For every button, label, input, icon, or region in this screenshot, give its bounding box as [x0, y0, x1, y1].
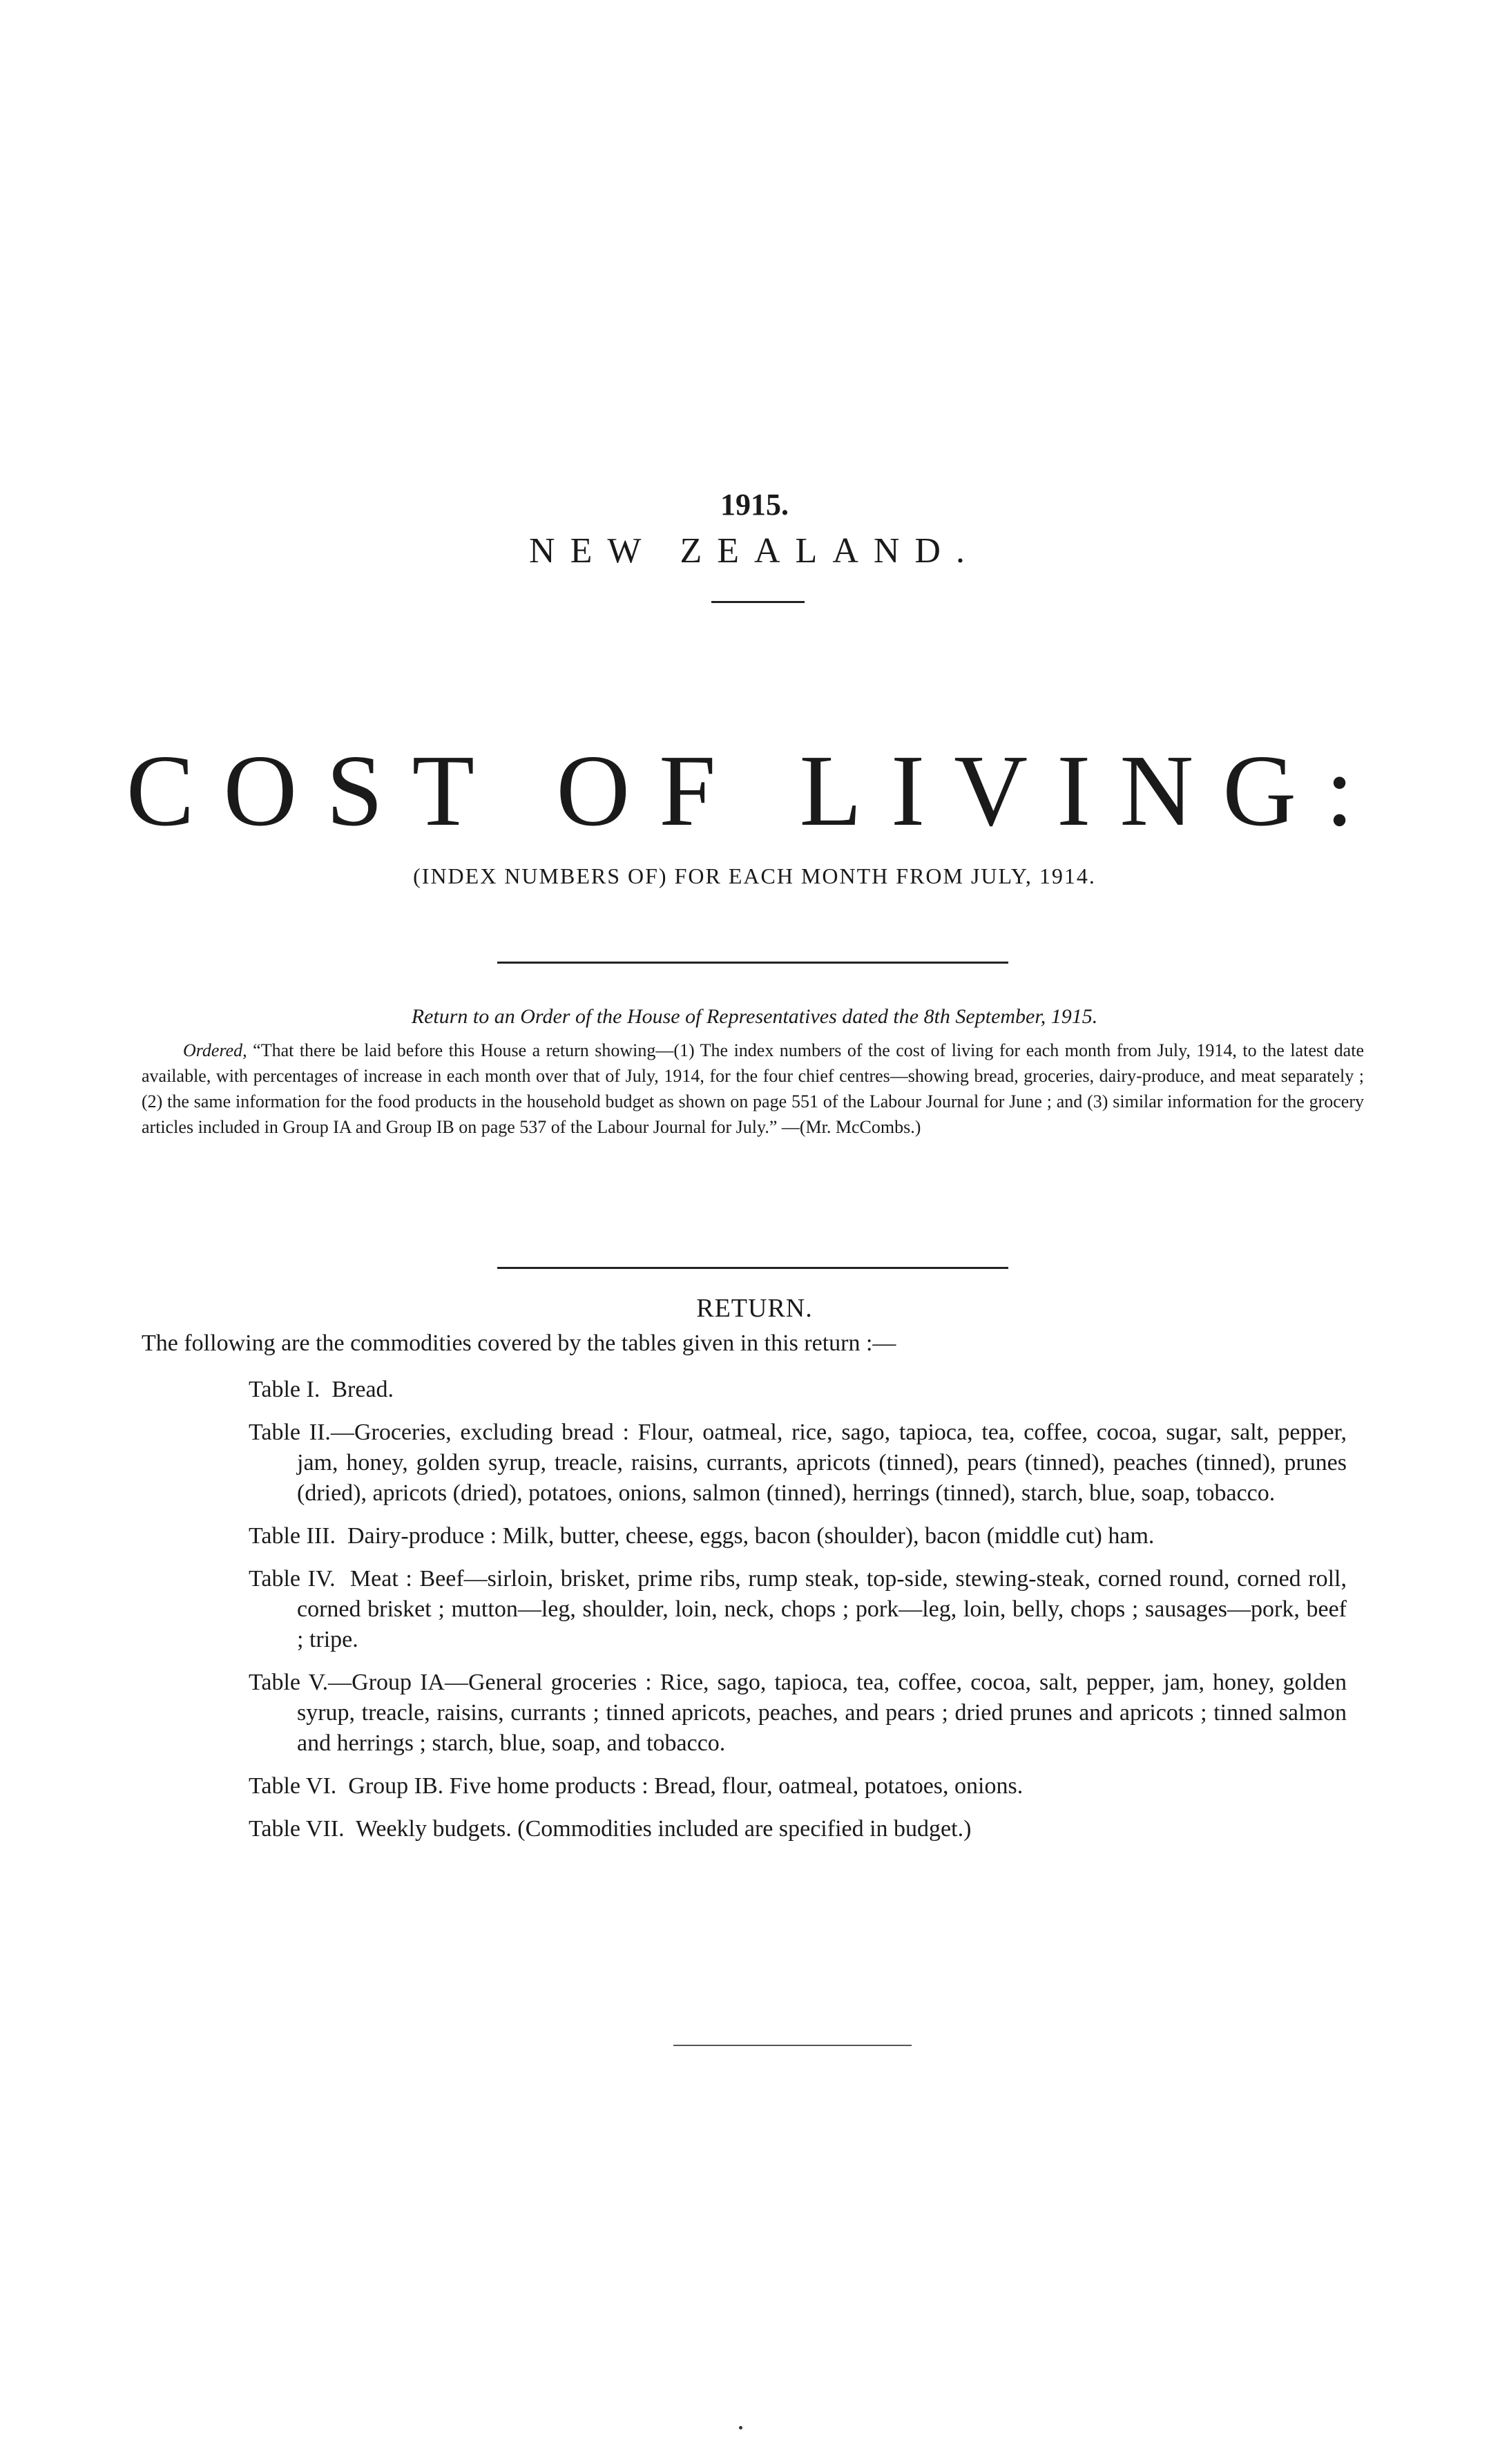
divider-rule	[497, 1267, 1008, 1269]
table-entry	[249, 1417, 1347, 1509]
table-label: Table II.—	[249, 1420, 354, 1445]
return-order-line: Return to an Order of the House of Representatives dated the 8th September, 1915.	[411, 1005, 1098, 1028]
tables-list	[249, 1375, 1347, 1857]
main-title: COST OF LIVING:	[126, 734, 1383, 848]
subtitle: (INDEX NUMBERS OF) FOR EACH MONTH FROM JULY, 1914.	[413, 863, 1096, 888]
table-description: Weekly budgets. (Commodities included are specified in budget.)	[356, 1816, 972, 1842]
divider-rule	[497, 962, 1008, 964]
table-description: Dairy-produce : Milk, butter, cheese, eggs, bacon (shoulder), bacon (middle cut) ham.	[347, 1523, 1155, 1549]
footer-rule	[673, 2045, 912, 2046]
return-intro: The following are the commodities covered by the tables given in this return :—	[142, 1330, 896, 1356]
table-description: Group IB. Five home products : Bread, flour, oatmeal, potatoes, onions.	[348, 1773, 1023, 1799]
table-label: Table III.	[249, 1523, 336, 1549]
table-entry	[249, 1375, 1347, 1405]
return-heading: RETURN.	[696, 1294, 813, 1323]
ordered-label: Ordered,	[183, 1040, 247, 1060]
table-entry	[249, 1521, 1347, 1551]
table-entry	[249, 1771, 1347, 1802]
document-year: 1915.	[720, 488, 789, 522]
footer-dot	[739, 2426, 742, 2429]
country-heading: NEW ZEALAND.	[529, 531, 980, 571]
ordered-text: “That there be laid before this House a return showing—(1) The index numbers of the cost of living for each month from July, 1914, to the latest date available, with percentages of increase in each month over that of July, 1914, for the four chief centres—showing bread, groceries, dairy-produce, and meat separately ; (2) the same information for the food products in the household budget as shown on page 551 of the Labour Journal for June ; and (3) similar information for the grocery articles included in Group IA and Group IB on page 537 of the Labour Journal for July.” —(Mr. McCombs.)	[142, 1040, 1364, 1137]
table-label: Table V.—	[249, 1670, 352, 1695]
table-entry	[249, 1668, 1347, 1759]
ordered-paragraph	[142, 1038, 1364, 1140]
table-description: Bread.	[331, 1377, 394, 1402]
table-description: Meat : Beef—sirloin, brisket, prime ribs, rump steak, top-side, stewing-steak, corned round, corned roll, corned brisket ; mutton—leg, shoulder, loin, neck, chops ; pork—leg, loin, belly, chops ; sausages—pork, beef ; tripe.	[297, 1566, 1347, 1652]
table-label: Table I.	[249, 1377, 320, 1402]
table-description: Group IA—General groceries : Rice, sago, tapioca, tea, coffee, cocoa, salt, pepper, jam, honey, golden syrup, treacle, raisins, currants ; tinned apricots, peaches, and pears ; dried prunes and apricots ; tinned salmon and herrings ; starch, blue, soap, and tobacco.	[297, 1670, 1347, 1756]
table-description: Groceries, excluding bread : Flour, oatmeal, rice, sago, tapioca, tea, coffee, cocoa, sugar, salt, pepper, jam, honey, golden syrup, treacle, raisins, currants, apricots (tinned), pears (tinned), peaches (tinned), prunes (dried), apricots (dried), potatoes, onions, salmon (tinned), herrings (tinned), starch, blue, soap, tobacco.	[297, 1420, 1347, 1506]
table-entry	[249, 1814, 1347, 1844]
table-label: Table VI.	[249, 1773, 337, 1799]
table-label: Table IV.	[249, 1566, 336, 1592]
divider-rule	[711, 601, 805, 603]
table-label: Table VII.	[249, 1816, 345, 1842]
table-entry	[249, 1564, 1347, 1655]
